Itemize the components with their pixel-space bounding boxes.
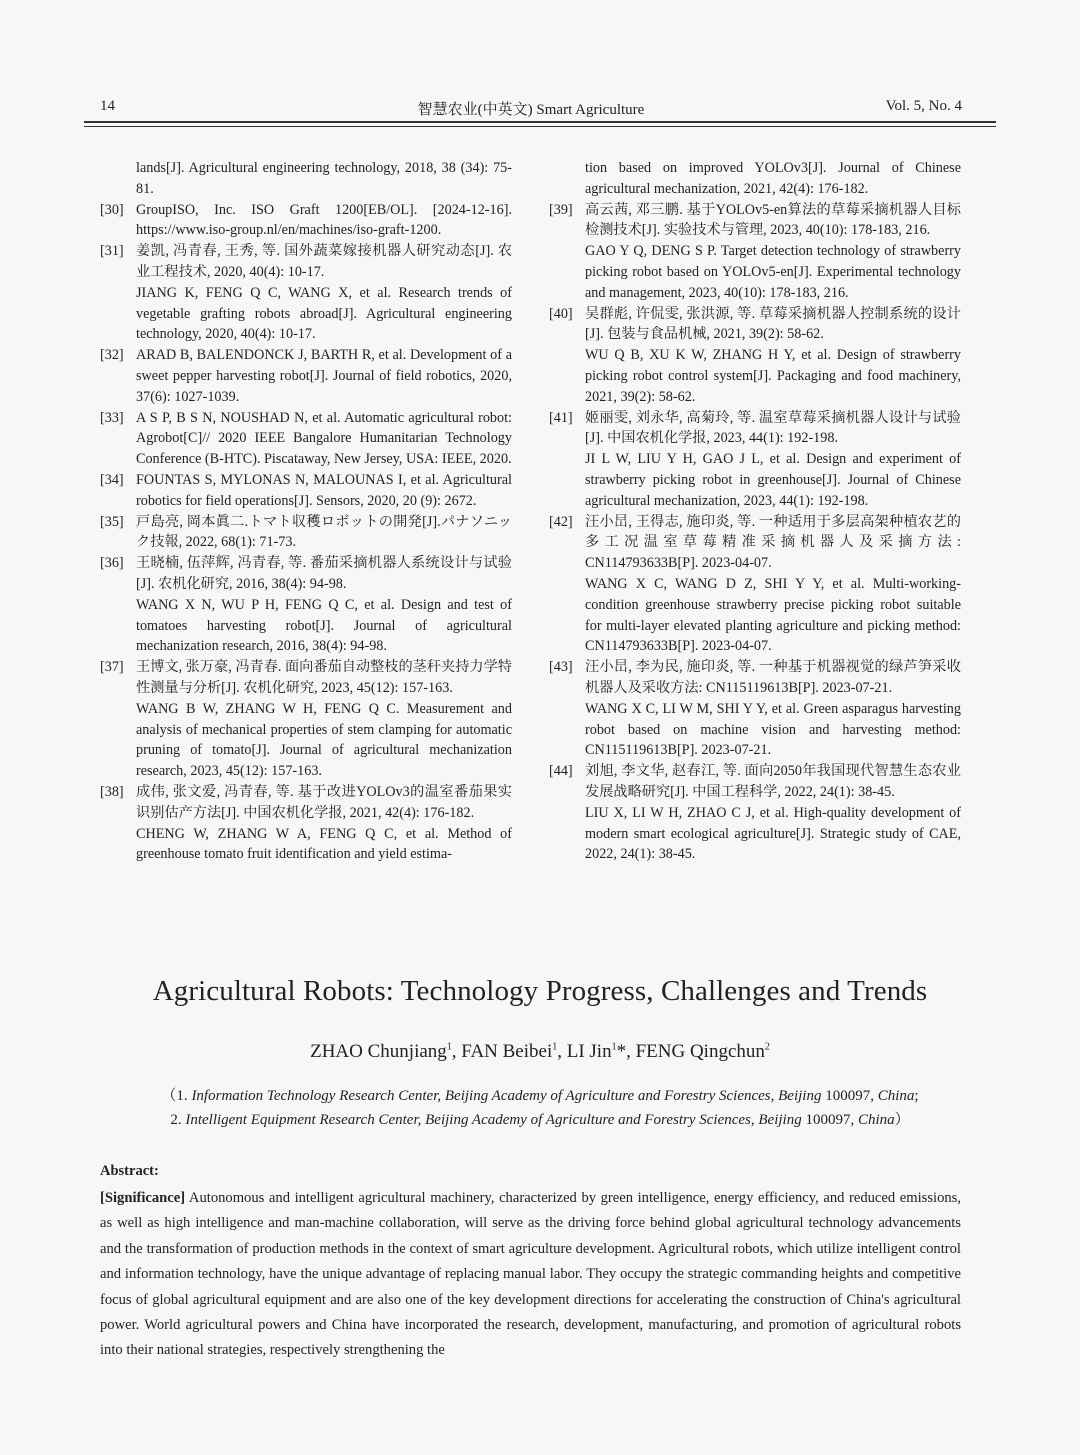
reference-text: 姬丽雯, 刘永华, 高菊玲, 等. 温室草莓采摘机器人设计与试验[J]. 中国农机化学报, 2023, 44(1): 192-198. (585, 409, 961, 447)
reference-entry (549, 449, 961, 511)
author-affil-mark: 1 (552, 1041, 558, 1053)
reference-entry (549, 158, 961, 200)
reference-entry (100, 595, 512, 657)
author-name: ZHAO Chunjiang (310, 1041, 447, 1062)
reference-text: JIANG K, FENG Q C, WANG X, et al. Research trends of vegetable grafting robots abroad[J]. Agricultural engineering technology, 2020, 40(4): 10-17. (136, 284, 512, 343)
page-number: 14 (100, 98, 115, 114)
reference-number: [30] (100, 201, 124, 218)
reference-number: [35] (100, 513, 124, 530)
reference-number: [42] (549, 513, 573, 530)
affiliation-end: ） (894, 1112, 910, 1128)
reference-entry (100, 200, 512, 242)
author-name: FENG Qingchun (635, 1041, 765, 1062)
affiliation-end: ; (914, 1088, 919, 1104)
reference-entry (100, 470, 512, 512)
journal-name: 智慧农业(中英文) Smart Agriculture (417, 102, 645, 118)
affiliation-postcode: 100097, (821, 1088, 878, 1104)
reference-entry (100, 345, 512, 407)
abstract-text: Autonomous and intelligent agricultural machinery, characterized by green intelligence, energy efficiency, and reduced emissions, as well as high intelligence and man-machine collaboration, will serve as the driving force behind global agricultural technology advancements and the transformation of production methods in the context of smart agriculture development. Agricultural robots, which utilize intelligent control and information technology, have the unique advantage of replacing manual labor. They occupy the strategic commanding heights and competitive focus of global agricultural equipment and are also one of the key development directions for accelerating the construction of China's agricultural power. World agricultural powers and China have incorporated the research, development, manufacturing, and promotion of agricultural robots into their national strategies, respectively strengthening the (100, 1190, 961, 1359)
affiliation-open: 2. (170, 1112, 186, 1128)
author-name: FAN Beibei (461, 1041, 553, 1062)
references-right-column (549, 158, 961, 865)
abstract-heading: Abstract: (100, 1163, 159, 1179)
reference-text: 吴群彪, 许侃雯, 张洪源, 等. 草莓采摘机器人控制系统的设计[J]. 包装与食品机械, 2021, 39(2): 58-62. (585, 305, 961, 343)
reference-entry (100, 512, 512, 554)
reference-text: 成伟, 张文爱, 冯青春, 等. 基于改进YOLOv3的温室番茄果实识别估产方法[J]. 中国农机化学报, 2021, 42(4): 176-182. (136, 783, 512, 821)
reference-text: CHENG W, ZHANG W A, FENG Q C, et al. Method of greenhouse tomato fruit identification and yield estima- (136, 825, 512, 863)
reference-entry (549, 241, 961, 303)
affiliation-1 (0, 1084, 1080, 1105)
author-affil-mark: 2 (764, 1041, 770, 1053)
reference-text: tion based on improved YOLOv3[J]. Journal of Chinese agricultural mechanization, 2021, 42(4): 176-182. (585, 160, 961, 197)
reference-text: 刘旭, 李文华, 赵春江, 等. 面向2050年我国现代智慧生态农业发展战略研究[J]. 中国工程科学, 2022, 24(1): 38-45. (585, 763, 961, 800)
reference-text: 高云茜, 邓三鹏. 基于YOLOv5-en算法的草莓采摘机器人目标检测技术[J]. 实验技术与管理, 2023, 40(10): 178-183, 216. (585, 201, 961, 239)
reference-text: ARAD B, BALENDONCK J, BARTH R, et al. Development of a sweet pepper harvesting robot[J]. Journal of field robotics, 2020, 37(6): 1027-1039. (136, 347, 512, 405)
reference-text: 汪小旵, 王得志, 施印炎, 等. 一种适用于多层高架种植农艺的多工况温室草莓精准采摘机器人及采摘方法: CN114793633B[P]. 2023-04-07. (585, 513, 961, 572)
reference-text: FOUNTAS S, MYLONAS N, MALOUNAS I, et al. Agricultural robotics for field operations[J]. Sensors, 2020, 20 (9): 2672. (136, 471, 512, 509)
reference-entry (100, 699, 512, 782)
affiliation-country: China (877, 1088, 915, 1104)
reference-text: LIU X, LI W H, ZHAO C J, et al. High-quality development of modern smart ecological agriculture[J]. Strategic study of CAE, 2022, 24(1): 38-45. (585, 804, 961, 863)
reference-number: [33] (100, 409, 124, 426)
reference-number: [36] (100, 555, 124, 572)
affiliation-country: China (857, 1112, 895, 1128)
reference-number: [38] (100, 783, 124, 800)
abstract-significance-tag: [Significance] (100, 1190, 186, 1206)
author-separator: , (557, 1041, 567, 1062)
affiliation-2 (0, 1108, 1080, 1129)
reference-entry (100, 553, 512, 595)
reference-number: [39] (549, 201, 573, 218)
reference-number: [40] (549, 305, 573, 322)
reference-text: 姜凯, 冯青春, 王秀, 等. 国外蔬菜嫁接机器人研究动态[J]. 农业工程技术, 2020, 40(4): 10-17. (136, 243, 512, 280)
author-list (0, 1041, 1080, 1063)
reference-entry (549, 345, 961, 407)
reference-text: 戸島亮, 岡本眞二.トマト収穫ロボットの開発[J].パナソニック技報, 2022, 68(1): 71-73. (136, 513, 512, 551)
reference-text: lands[J]. Agricultural engineering technology, 2018, 38 (34): 75-81. (136, 160, 512, 197)
volume-issue: Vol. 5, No. 4 (885, 98, 962, 114)
reference-number: [32] (100, 347, 124, 364)
reference-number: [43] (549, 659, 573, 676)
reference-entry (100, 408, 512, 470)
reference-entry (549, 657, 961, 699)
reference-text: JI L W, LIU Y H, GAO J L, et al. Design and experiment of strawberry picking robot in greenhouse[J]. Journal of Chinese agricultural mechanization, 2023, 44(1): 192-198. (585, 451, 961, 509)
reference-text: WU Q B, XU K W, ZHANG H Y, et al. Design of strawberry picking robot control system[J]. Packaging and food machinery, 2021, 39(2): 58-62. (585, 347, 961, 405)
reference-entry (549, 803, 961, 865)
author-affil-mark: 1 (611, 1041, 617, 1053)
reference-number: [34] (100, 471, 124, 488)
reference-text: WANG X N, WU P H, FENG Q C, et al. Design and test of tomatoes harvesting robot[J]. Journal of agricultural mechanization research, 2016, 38(4): 94-98. (136, 596, 512, 655)
reference-text: 王晓楠, 伍萍辉, 冯青春, 等. 番茄采摘机器人系统设计与试验[J]. 农机化研究, 2016, 38(4): 94-98. (136, 555, 512, 592)
header-rule-thin (84, 126, 996, 127)
reference-number: [31] (100, 243, 124, 260)
affiliation-text: Information Technology Research Center, Beijing Academy of Agriculture and Forestry Sciences, Beijing (191, 1088, 822, 1104)
author-affil-mark: 1 (446, 1041, 452, 1053)
reference-number: [41] (549, 409, 573, 426)
author-name: LI Jin (566, 1041, 612, 1062)
reference-entry (549, 574, 961, 657)
reference-text: GroupISO, Inc. ISO Graft 1200[EB/OL]. [2024-12-16]. https://www.iso-group.nl/en/machines/iso-graft-1200. (136, 201, 512, 239)
reference-entry (100, 782, 512, 824)
references-left-column (100, 158, 512, 865)
reference-entry (549, 408, 961, 450)
header-rule-thick (84, 121, 996, 123)
affiliation-postcode: 100097, (801, 1112, 858, 1128)
reference-entry (100, 241, 512, 283)
affiliation-text: Intelligent Equipment Research Center, Beijing Academy of Agriculture and Forestry Sciences, Beijing (185, 1112, 802, 1128)
reference-text: WANG X C, WANG D Z, SHI Y Y, et al. Multi-working-condition greenhouse strawberry precise picking robot suitable for multi-layer elevated planting agriculture and picking method: CN114793633B[P]. 2023-04-07. (585, 575, 961, 655)
affiliation-open: （1. (161, 1088, 192, 1104)
reference-entry (549, 699, 961, 761)
reference-entry (100, 283, 512, 345)
running-header (100, 98, 962, 122)
abstract-body (100, 1186, 961, 1364)
reference-text: GAO Y Q, DENG S P. Target detection technology of strawberry picking robot based on YOLOv5-en[J]. Experimental technology and management, 2023, 40(10): 178-183, 216. (585, 243, 961, 301)
reference-entry (549, 761, 961, 803)
reference-entry (100, 158, 512, 200)
author-separator: *, (616, 1041, 636, 1062)
reference-entry (100, 657, 512, 699)
reference-entry (549, 200, 961, 242)
article-title: Agricultural Robots: Technology Progress, Challenges and Trends (152, 975, 928, 1007)
reference-text: WANG B W, ZHANG W H, FENG Q C. Measurement and analysis of mechanical properties of stem clamping for automatic pruning of tomato[J]. Journal of agricultural mechanization research, 2023, 45(12): 157-163. (136, 700, 512, 780)
reference-entry (100, 824, 512, 866)
author-separator: , (451, 1041, 462, 1062)
reference-text: A S P, B S N, NOUSHAD N, et al. Automatic agricultural robot: Agrobot[C]// 2020 IEEE Bangalore Humanitarian Technology Conference (B-HTC). Piscataway, New Jersey, USA: IEEE, 2020. (136, 409, 512, 468)
reference-text: 汪小旵, 李为民, 施印炎, 等. 一种基于机器视觉的绿芦笋采收机器人及采收方法: CN115119613B[P]. 2023-07-21. (585, 659, 961, 696)
reference-number: [44] (549, 763, 573, 780)
reference-entry (549, 304, 961, 346)
reference-entry (549, 512, 961, 574)
reference-text: 王博文, 张万豪, 冯青春. 面向番茄自动整枝的茎秆夹持力学特性测量与分析[J]. 农机化研究, 2023, 45(12): 157-163. (136, 659, 512, 696)
reference-text: WANG X C, LI W M, SHI Y Y, et al. Green asparagus harvesting robot based on machine vision and harvesting method: CN115119613B[P]. 2023-07-21. (585, 700, 961, 759)
reference-number: [37] (100, 659, 124, 676)
